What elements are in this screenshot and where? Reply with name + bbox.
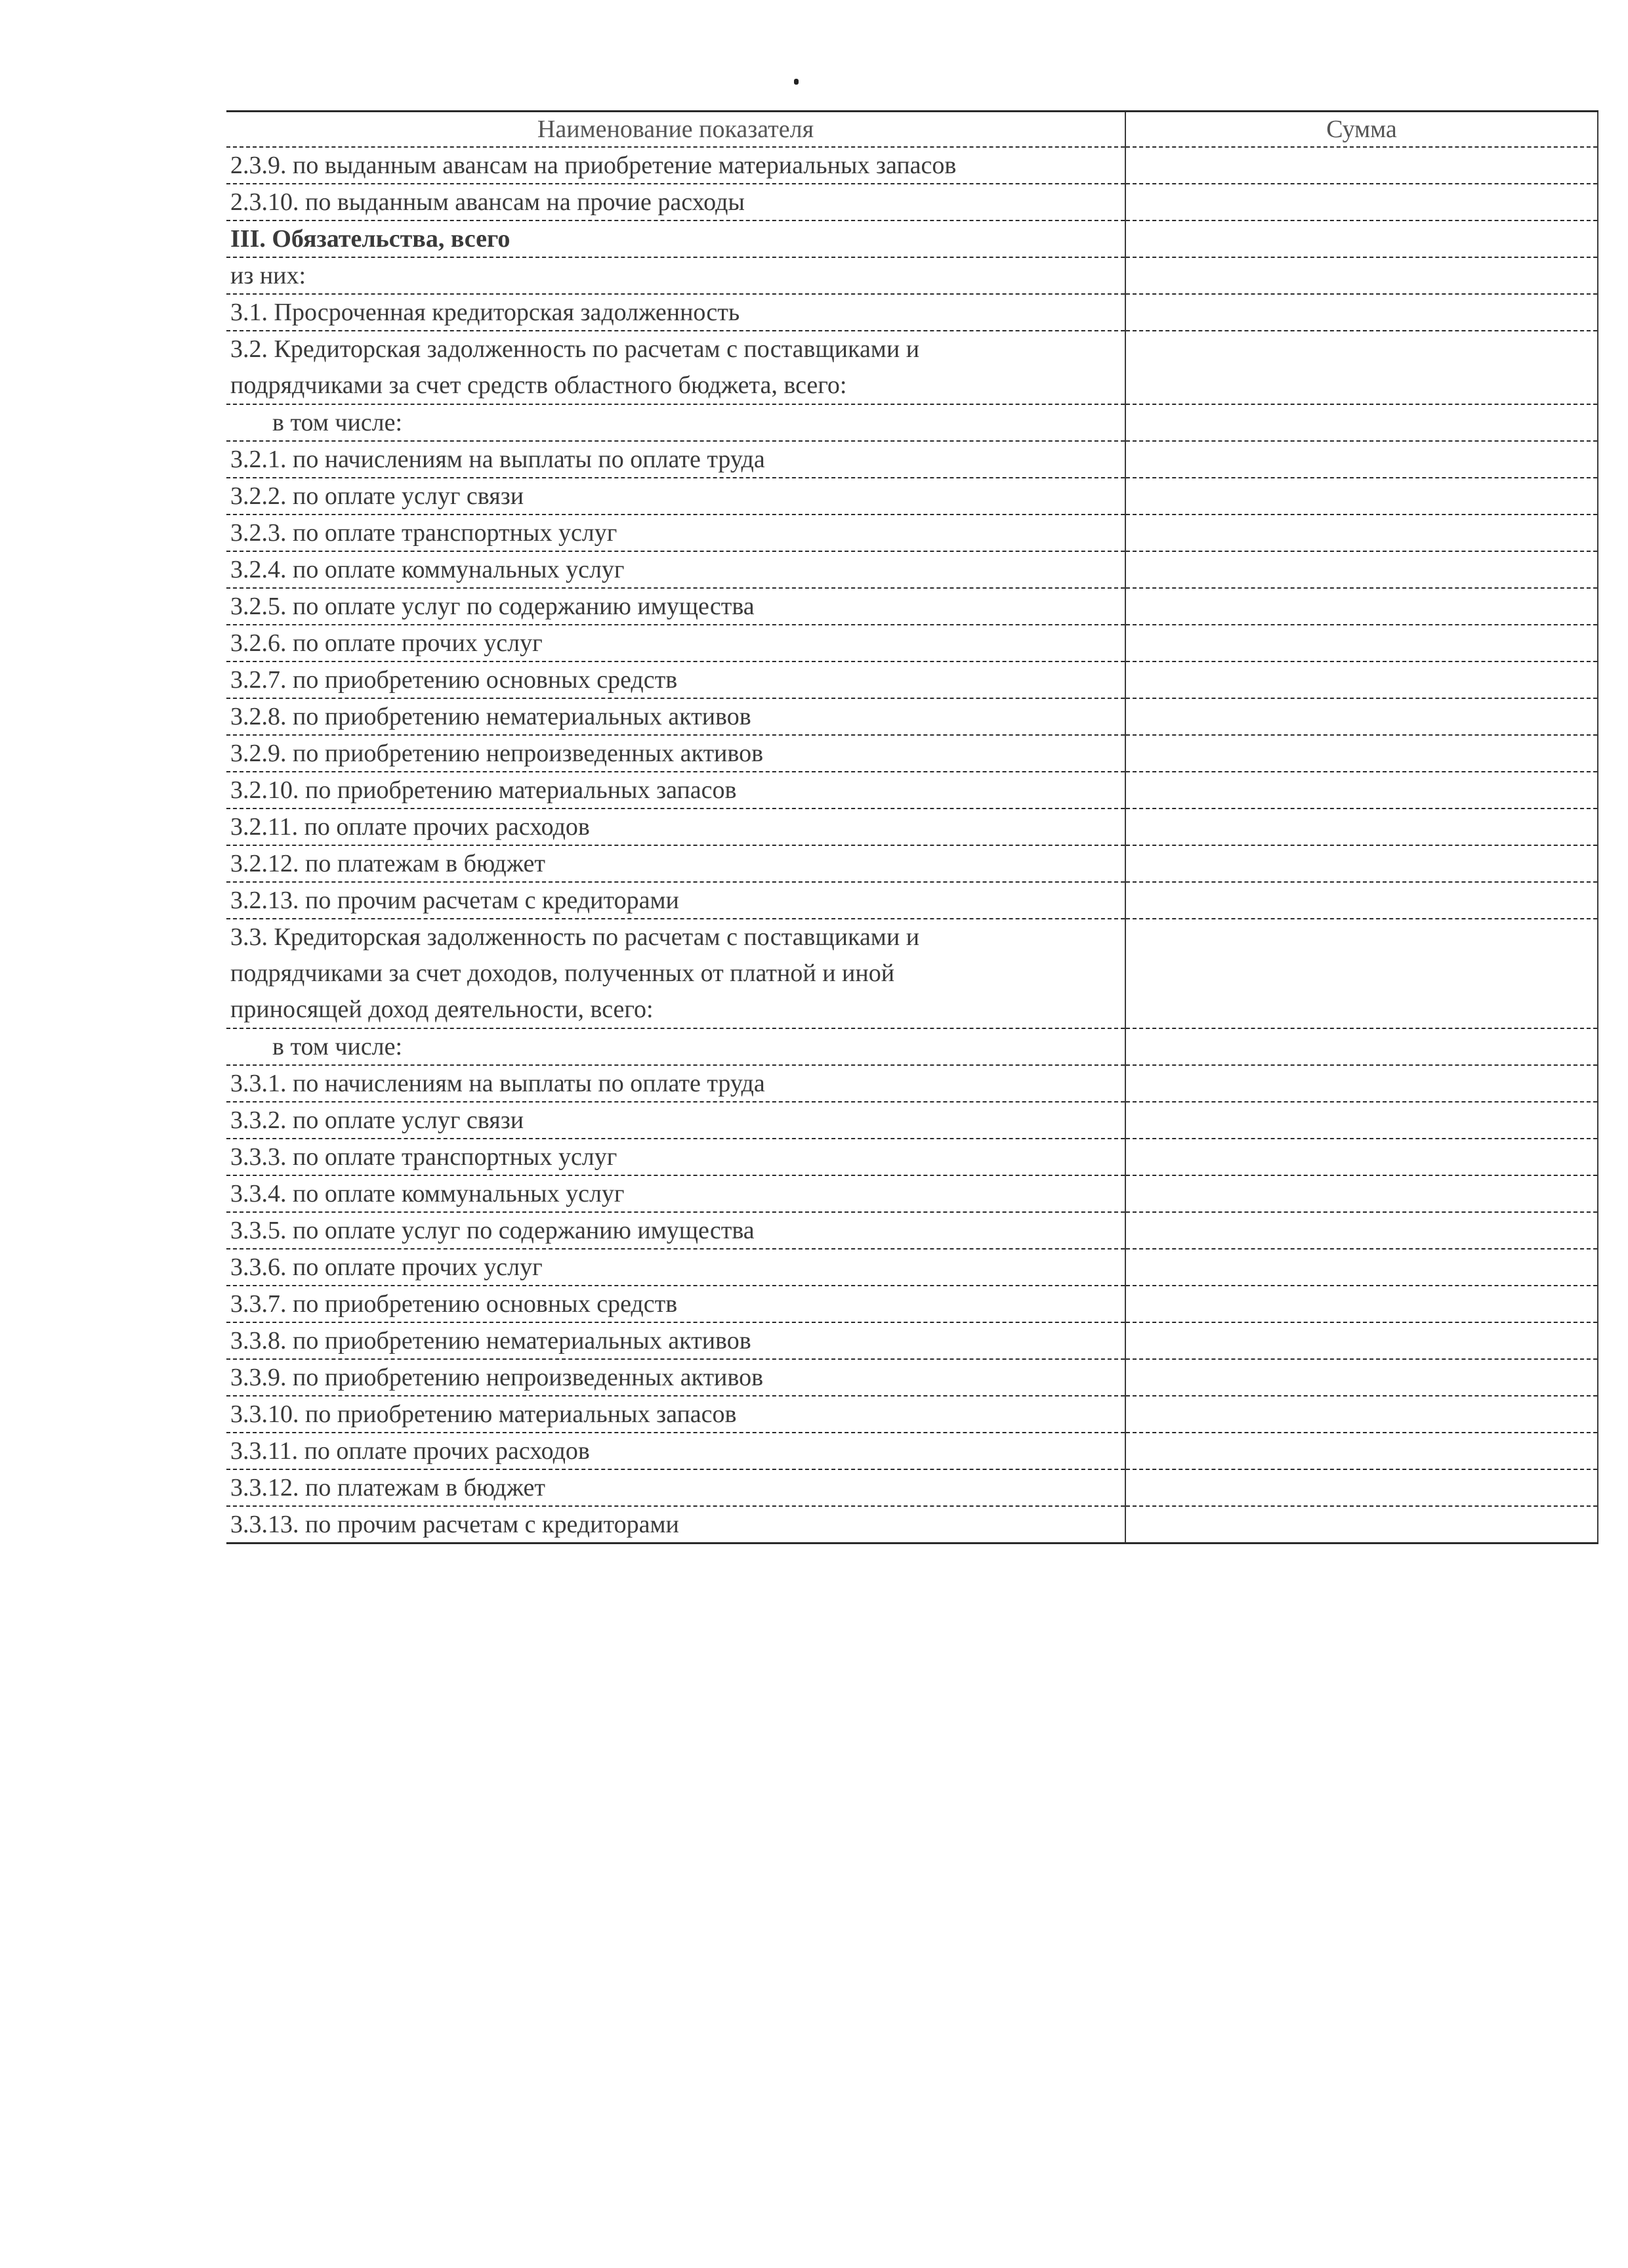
table-row bbox=[226, 331, 1598, 404]
table-row bbox=[226, 441, 1598, 478]
row-sum-cell bbox=[1125, 1028, 1598, 1065]
table-row bbox=[226, 404, 1598, 441]
table-row bbox=[226, 184, 1598, 220]
table-row bbox=[226, 1139, 1598, 1175]
row-name-cell: 3.3.4. по оплате коммунальных услуг bbox=[226, 1175, 1125, 1212]
row-sum-cell bbox=[1125, 1396, 1598, 1433]
table-row bbox=[226, 772, 1598, 808]
table-row bbox=[226, 662, 1598, 698]
row-sum-cell bbox=[1125, 441, 1598, 478]
row-name-cell bbox=[226, 331, 1125, 404]
row-name-line: приносящей доход деятельности, всего: bbox=[230, 996, 654, 1023]
row-name-cell: 3.2.7. по приобретению основных средств bbox=[226, 662, 1125, 698]
row-name-cell: в том числе: bbox=[226, 1028, 1125, 1065]
table-row bbox=[226, 1175, 1598, 1212]
row-sum-cell bbox=[1125, 1065, 1598, 1102]
table-row bbox=[226, 919, 1598, 1028]
row-name-cell: 3.3.6. по оплате прочих услуг bbox=[226, 1249, 1125, 1286]
row-sum-cell bbox=[1125, 514, 1598, 551]
row-sum-cell bbox=[1125, 1175, 1598, 1212]
table-row bbox=[226, 1102, 1598, 1139]
row-name-cell: 3.2.4. по оплате коммунальных услуг bbox=[226, 551, 1125, 588]
row-sum-cell bbox=[1125, 808, 1598, 845]
row-sum-cell bbox=[1125, 1506, 1598, 1544]
row-sum-cell bbox=[1125, 1286, 1598, 1322]
row-name-cell: из них: bbox=[226, 257, 1125, 294]
row-name-cell: 3.2.13. по прочим расчетам с кредиторами bbox=[226, 882, 1125, 919]
table-row bbox=[226, 1212, 1598, 1249]
row-name-cell: 3.3.7. по приобретению основных средств bbox=[226, 1286, 1125, 1322]
table-row bbox=[226, 514, 1598, 551]
row-name-cell: 3.3.9. по приобретению непроизведенных активов bbox=[226, 1359, 1125, 1396]
row-sum-cell bbox=[1125, 147, 1598, 184]
row-name-cell: 3.3.3. по оплате транспортных услуг bbox=[226, 1139, 1125, 1175]
table-row bbox=[226, 1433, 1598, 1469]
table-row bbox=[226, 882, 1598, 919]
row-name-cell: 3.3.12. по платежам в бюджет bbox=[226, 1469, 1125, 1506]
scan-dot-mark bbox=[794, 79, 799, 85]
table-row bbox=[226, 1286, 1598, 1322]
table-row bbox=[226, 698, 1598, 735]
table-row bbox=[226, 1396, 1598, 1433]
row-sum-cell bbox=[1125, 882, 1598, 919]
row-name-cell: 3.3.11. по оплате прочих расходов bbox=[226, 1433, 1125, 1469]
row-sum-cell bbox=[1125, 551, 1598, 588]
table-row bbox=[226, 1028, 1598, 1065]
row-name-cell: 3.2.6. по оплате прочих услуг bbox=[226, 625, 1125, 662]
row-name-cell: 3.3.8. по приобретению нематериальных активов bbox=[226, 1322, 1125, 1359]
row-name-cell: 3.2.5. по оплате услуг по содержанию имущества bbox=[226, 588, 1125, 625]
table-body bbox=[226, 147, 1598, 1544]
row-sum-cell bbox=[1125, 184, 1598, 220]
table-row bbox=[226, 808, 1598, 845]
row-name-cell: 3.2.9. по приобретению непроизведенных активов bbox=[226, 735, 1125, 772]
header-name-cell: Наименование показателя bbox=[226, 112, 1125, 148]
row-sum-cell bbox=[1125, 404, 1598, 441]
row-name-cell bbox=[226, 919, 1125, 1028]
row-name-cell: 3.2.8. по приобретению нематериальных активов bbox=[226, 698, 1125, 735]
row-name-line: 3.2. Кредиторская задолженность по расчетам с поставщиками и bbox=[230, 335, 920, 363]
row-name-cell: 3.2.3. по оплате транспортных услуг bbox=[226, 514, 1125, 551]
row-sum-cell bbox=[1125, 1359, 1598, 1396]
table-row bbox=[226, 147, 1598, 184]
table-row bbox=[226, 625, 1598, 662]
table-row bbox=[226, 845, 1598, 882]
table-row bbox=[226, 1506, 1598, 1544]
row-name-line: 3.3. Кредиторская задолженность по расчетам с поставщиками и bbox=[230, 923, 920, 951]
table-row bbox=[226, 1469, 1598, 1506]
table-row bbox=[226, 551, 1598, 588]
row-name-cell: III. Обязательства, всего bbox=[226, 220, 1125, 257]
row-name-cell: 3.2.2. по оплате услуг связи bbox=[226, 478, 1125, 514]
row-sum-cell bbox=[1125, 331, 1598, 404]
row-sum-cell bbox=[1125, 698, 1598, 735]
table-row bbox=[226, 1359, 1598, 1396]
header-sum-cell: Сумма bbox=[1125, 112, 1598, 148]
row-sum-cell bbox=[1125, 294, 1598, 331]
row-name-cell: в том числе: bbox=[226, 404, 1125, 441]
table-header-row bbox=[226, 112, 1598, 148]
row-name-cell: 3.2.1. по начислениям на выплаты по оплате труда bbox=[226, 441, 1125, 478]
row-name-cell: 3.3.2. по оплате услуг связи bbox=[226, 1102, 1125, 1139]
row-sum-cell bbox=[1125, 478, 1598, 514]
row-name-cell: 3.3.13. по прочим расчетам с кредиторами bbox=[226, 1506, 1125, 1544]
table-row bbox=[226, 1065, 1598, 1102]
row-name-cell: 3.1. Просроченная кредиторская задолженность bbox=[226, 294, 1125, 331]
row-sum-cell bbox=[1125, 1249, 1598, 1286]
row-sum-cell bbox=[1125, 919, 1598, 1028]
table-row bbox=[226, 294, 1598, 331]
indicators-table bbox=[226, 110, 1598, 1544]
table-row bbox=[226, 257, 1598, 294]
row-name-cell: 3.2.10. по приобретению материальных запасов bbox=[226, 772, 1125, 808]
row-name-line: подрядчиками за счет средств областного бюджета, всего: bbox=[230, 371, 847, 399]
row-name-cell: 3.2.12. по платежам в бюджет bbox=[226, 845, 1125, 882]
row-sum-cell bbox=[1125, 1433, 1598, 1469]
row-sum-cell bbox=[1125, 1322, 1598, 1359]
row-sum-cell bbox=[1125, 1469, 1598, 1506]
table-row bbox=[226, 220, 1598, 257]
row-sum-cell bbox=[1125, 845, 1598, 882]
row-sum-cell bbox=[1125, 772, 1598, 808]
row-sum-cell bbox=[1125, 625, 1598, 662]
row-sum-cell bbox=[1125, 257, 1598, 294]
row-name-cell: 3.2.11. по оплате прочих расходов bbox=[226, 808, 1125, 845]
row-name-cell: 2.3.10. по выданным авансам на прочие расходы bbox=[226, 184, 1125, 220]
row-name-cell: 3.3.10. по приобретению материальных запасов bbox=[226, 1396, 1125, 1433]
row-name-cell: 3.3.5. по оплате услуг по содержанию имущества bbox=[226, 1212, 1125, 1249]
row-sum-cell bbox=[1125, 662, 1598, 698]
table-row bbox=[226, 735, 1598, 772]
row-sum-cell bbox=[1125, 1212, 1598, 1249]
row-sum-cell bbox=[1125, 1139, 1598, 1175]
table-row bbox=[226, 478, 1598, 514]
row-sum-cell bbox=[1125, 735, 1598, 772]
table-row bbox=[226, 1322, 1598, 1359]
row-sum-cell bbox=[1125, 588, 1598, 625]
table-row bbox=[226, 1249, 1598, 1286]
row-name-cell: 2.3.9. по выданным авансам на приобретение материальных запасов bbox=[226, 147, 1125, 184]
row-sum-cell bbox=[1125, 1102, 1598, 1139]
row-name-line: подрядчиками за счет доходов, полученных от платной и иной bbox=[230, 959, 895, 987]
row-sum-cell bbox=[1125, 220, 1598, 257]
table-row bbox=[226, 588, 1598, 625]
row-name-cell: 3.3.1. по начислениям на выплаты по оплате труда bbox=[226, 1065, 1125, 1102]
